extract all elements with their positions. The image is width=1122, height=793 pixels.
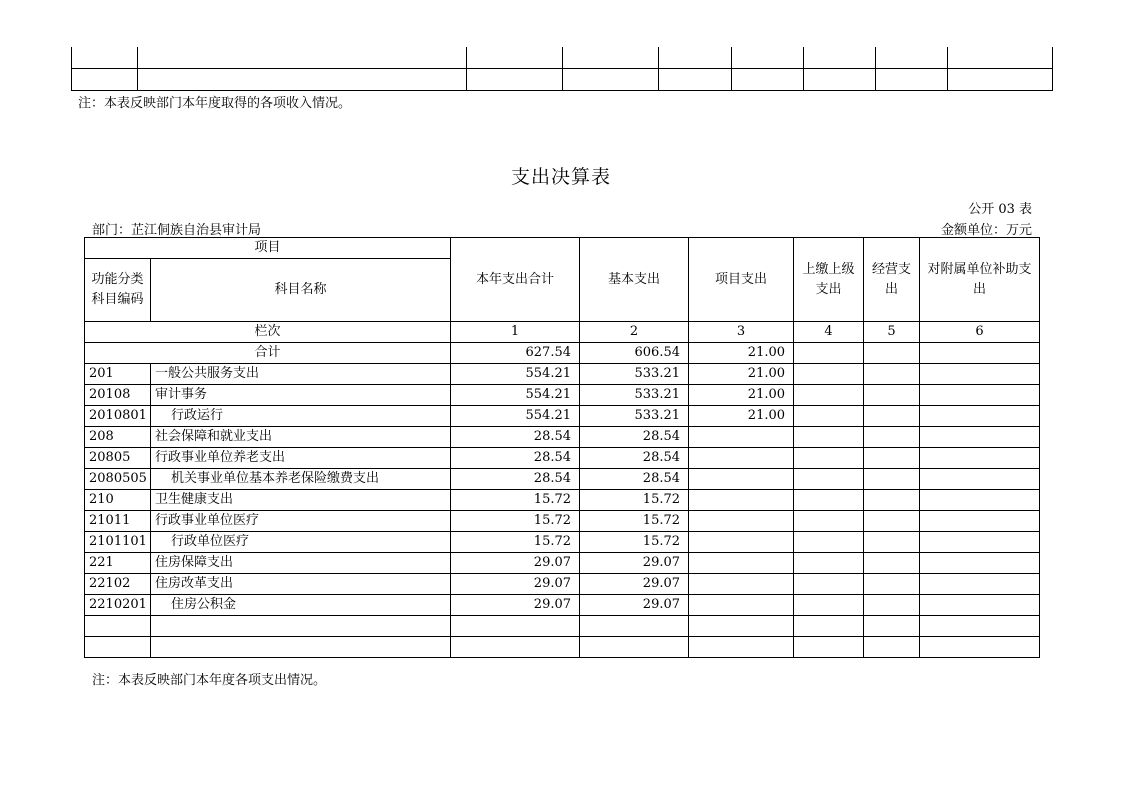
name-cell: 审计事务 (151, 385, 451, 406)
empty-cell (794, 364, 864, 385)
empty-cell (920, 385, 1040, 406)
amount-total-cell: 554.21 (451, 406, 580, 427)
amount-total-cell: 15.72 (451, 532, 580, 553)
amount-project-cell: 21.00 (689, 385, 794, 406)
header-name: 科目名称 (151, 259, 451, 322)
empty-cell (864, 553, 920, 574)
column-number: 1 (451, 322, 580, 343)
column-label: 栏次 (85, 322, 451, 343)
amount-total-cell: 29.07 (451, 574, 580, 595)
previous-table-note: 注：本表反映部门本年度取得的各项收入情况。 (78, 96, 352, 111)
empty-cell (794, 427, 864, 448)
empty-cell (794, 343, 864, 364)
empty-cell (864, 574, 920, 595)
name-cell: 行政单位医疗 (151, 532, 451, 553)
total-project: 21.00 (689, 343, 794, 364)
empty-cell (864, 469, 920, 490)
table-row (85, 490, 1040, 511)
amount-basic-cell: 29.07 (580, 574, 689, 595)
table-row (85, 532, 1040, 553)
amount-basic-cell: 15.72 (580, 490, 689, 511)
total-label: 合计 (85, 343, 451, 364)
empty-cell (864, 532, 920, 553)
header-upper: 上缴上级支出 (794, 238, 864, 322)
amount-basic-cell: 28.54 (580, 448, 689, 469)
amount-project-cell: 21.00 (689, 406, 794, 427)
empty-cell (920, 343, 1040, 364)
empty-cell (920, 406, 1040, 427)
empty-cell (794, 511, 864, 532)
table-row (85, 427, 1040, 448)
table-row (85, 574, 1040, 595)
empty-cell (85, 637, 151, 658)
empty-cell (920, 553, 1040, 574)
amount-total-cell: 28.54 (451, 469, 580, 490)
amount-project-cell (689, 427, 794, 448)
empty-cell (864, 385, 920, 406)
empty-cell (794, 595, 864, 616)
table-row (85, 511, 1040, 532)
code-cell: 201 (85, 364, 151, 385)
empty-cell (794, 553, 864, 574)
header-code: 功能分类科目编码 (85, 259, 151, 322)
name-cell: 行政事业单位养老支出 (151, 448, 451, 469)
blank-row (85, 616, 1040, 637)
department-label: 部门：芷江侗族自治县审计局 (92, 223, 262, 238)
amount-total-cell: 29.07 (451, 595, 580, 616)
code-cell: 2101101 (85, 532, 151, 553)
table-row (85, 364, 1040, 385)
amount-total-cell: 554.21 (451, 385, 580, 406)
empty-cell (920, 574, 1040, 595)
table-row (85, 406, 1040, 427)
column-number: 2 (580, 322, 689, 343)
empty-cell (794, 637, 864, 658)
table-row (85, 385, 1040, 406)
name-cell: 住房公积金 (151, 595, 451, 616)
empty-cell (864, 595, 920, 616)
amount-project-cell (689, 532, 794, 553)
empty-cell (689, 616, 794, 637)
empty-cell (920, 511, 1040, 532)
empty-cell (451, 637, 580, 658)
amount-basic-cell: 29.07 (580, 595, 689, 616)
amount-total-cell: 28.54 (451, 448, 580, 469)
empty-cell (580, 616, 689, 637)
empty-cell (920, 364, 1040, 385)
empty-cell (794, 406, 864, 427)
blank-row (85, 637, 1040, 658)
total-amount: 627.54 (451, 343, 580, 364)
amount-project-cell (689, 469, 794, 490)
empty-cell (864, 427, 920, 448)
amount-project-cell: 21.00 (689, 364, 794, 385)
column-number: 3 (689, 322, 794, 343)
code-cell: 2010801 (85, 406, 151, 427)
empty-cell (151, 637, 451, 658)
empty-cell (580, 637, 689, 658)
code-cell: 208 (85, 427, 151, 448)
empty-cell (794, 490, 864, 511)
name-cell: 社会保障和就业支出 (151, 427, 451, 448)
empty-cell (794, 532, 864, 553)
empty-cell (151, 616, 451, 637)
previous-table-row (72, 69, 1053, 91)
amount-basic-cell: 29.07 (580, 553, 689, 574)
table-row (85, 469, 1040, 490)
column-number-row (85, 322, 1040, 343)
name-cell: 行政运行 (151, 406, 451, 427)
empty-cell (451, 616, 580, 637)
code-cell: 20805 (85, 448, 151, 469)
empty-cell (794, 616, 864, 637)
empty-cell (864, 616, 920, 637)
empty-cell (920, 637, 1040, 658)
empty-cell (920, 490, 1040, 511)
empty-cell (920, 595, 1040, 616)
header-subsidy: 对附属单位补助支出 (920, 238, 1040, 322)
empty-cell (794, 574, 864, 595)
header-total: 本年支出合计 (451, 238, 580, 322)
empty-cell (864, 364, 920, 385)
empty-cell (864, 448, 920, 469)
header-row (85, 238, 1040, 259)
total-basic: 606.54 (580, 343, 689, 364)
code-cell: 20108 (85, 385, 151, 406)
header-item: 项目 (85, 238, 451, 259)
table-row (85, 595, 1040, 616)
empty-cell (920, 427, 1040, 448)
name-cell: 一般公共服务支出 (151, 364, 451, 385)
amount-basic-cell: 533.21 (580, 385, 689, 406)
name-cell: 卫生健康支出 (151, 490, 451, 511)
table-row (85, 553, 1040, 574)
amount-total-cell: 28.54 (451, 427, 580, 448)
empty-cell (794, 469, 864, 490)
amount-project-cell (689, 511, 794, 532)
amount-project-cell (689, 595, 794, 616)
code-cell: 2210201 (85, 595, 151, 616)
empty-cell (864, 490, 920, 511)
header-project: 项目支出 (689, 238, 794, 322)
empty-cell (794, 385, 864, 406)
previous-table-row (72, 47, 1053, 69)
empty-cell (794, 448, 864, 469)
amount-basic-cell: 28.54 (580, 469, 689, 490)
amount-unit-label: 金额单位：万元 (940, 223, 1032, 238)
empty-cell (864, 343, 920, 364)
form-number: 公开 03 表 (968, 202, 1032, 217)
amount-total-cell: 15.72 (451, 511, 580, 532)
empty-cell (920, 532, 1040, 553)
empty-cell (85, 616, 151, 637)
amount-basic-cell: 15.72 (580, 511, 689, 532)
amount-total-cell: 554.21 (451, 364, 580, 385)
amount-project-cell (689, 448, 794, 469)
table-row (85, 448, 1040, 469)
amount-total-cell: 29.07 (451, 553, 580, 574)
code-cell: 221 (85, 553, 151, 574)
empty-cell (864, 637, 920, 658)
amount-project-cell (689, 490, 794, 511)
amount-basic-cell: 15.72 (580, 532, 689, 553)
column-number: 6 (920, 322, 1040, 343)
name-cell: 机关事业单位基本养老保险缴费支出 (151, 469, 451, 490)
empty-cell (864, 406, 920, 427)
code-cell: 2080505 (85, 469, 151, 490)
amount-total-cell: 15.72 (451, 490, 580, 511)
expenditure-table (84, 237, 1040, 658)
name-cell: 住房保障支出 (151, 553, 451, 574)
code-cell: 21011 (85, 511, 151, 532)
code-cell: 210 (85, 490, 151, 511)
name-cell: 住房改革支出 (151, 574, 451, 595)
column-number: 5 (864, 322, 920, 343)
amount-basic-cell: 28.54 (580, 427, 689, 448)
empty-cell (920, 469, 1040, 490)
empty-cell (920, 448, 1040, 469)
total-row (85, 343, 1040, 364)
page-title: 支出决算表 (510, 166, 611, 188)
name-cell: 行政事业单位医疗 (151, 511, 451, 532)
empty-cell (864, 511, 920, 532)
amount-project-cell (689, 553, 794, 574)
header-business: 经营支出 (864, 238, 920, 322)
empty-cell (920, 616, 1040, 637)
table-note: 注：本表反映部门本年度各项支出情况。 (92, 673, 327, 688)
amount-project-cell (689, 574, 794, 595)
amount-basic-cell: 533.21 (580, 406, 689, 427)
empty-cell (689, 637, 794, 658)
amount-basic-cell: 533.21 (580, 364, 689, 385)
previous-table-tail (71, 47, 1053, 91)
column-number: 4 (794, 322, 864, 343)
code-cell: 22102 (85, 574, 151, 595)
header-basic: 基本支出 (580, 238, 689, 322)
